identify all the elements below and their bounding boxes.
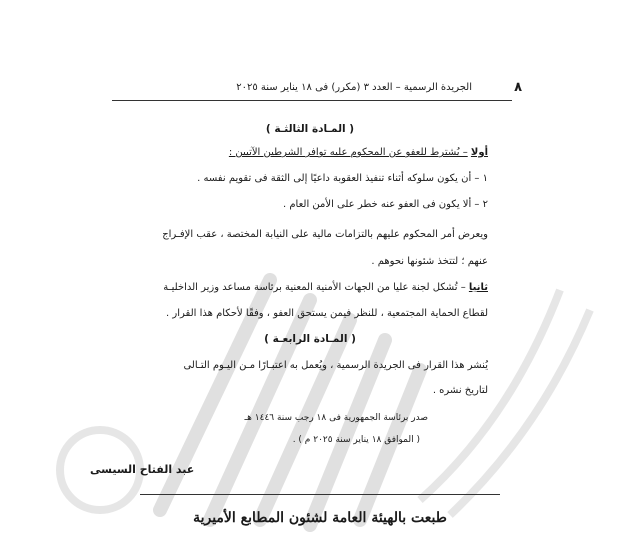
paragraph-line-2: عنهم ؛ لتتخذ شئونها نحوهم . xyxy=(371,256,488,267)
watermark-graphic xyxy=(40,170,600,537)
article3-first-line xyxy=(229,147,488,158)
paragraph-line-1: ويعرض أمر المحكوم عليهم بالتزامات مالية على النيابة المختصة ، عقب الإفـراج xyxy=(162,229,488,240)
signature: عبد الفتاح السيسى xyxy=(90,463,195,476)
issued-line-1: صدر برئاسة الجمهورية فى ١٨ رجب سنة ١٤٤٦ هـ xyxy=(244,413,428,423)
article4-line-1: يُنشر هذا القرار فى الجريدة الرسمية ، ويُعمل به اعتبـارًا مـن اليـوم التـالى xyxy=(183,360,488,371)
second-label: ثانيا xyxy=(468,282,488,293)
printer-footer: طبعت بالهيئة العامة لشئون المطابع الأميرية xyxy=(193,510,447,526)
article4-heading: ( المـادة الرابعـة ) xyxy=(264,333,356,345)
condition-2: ٢ – ألا يكون فى العفو عنه خطر على الأمن العام . xyxy=(282,199,488,210)
page-number: ٨ xyxy=(514,80,522,95)
second-text: – تُشكل لجنة عليا من الجهات الأمنية المعنية برئاسة مساعد وزير الداخليـة xyxy=(163,282,466,293)
first-label: أولا xyxy=(470,147,488,158)
page-header xyxy=(112,78,522,101)
footer-divider xyxy=(140,494,500,495)
article3-second-line xyxy=(163,282,488,293)
issued-line-2: ( الموافق ١٨ يناير سنة ٢٠٢٥ م ) . xyxy=(292,435,420,445)
condition-1: ١ – أن يكون سلوكه أثناء تنفيذ العقوبة داعيًا إلى الثقة فى تقويم نفسه . xyxy=(197,173,488,184)
article3-heading: ( المـادة الثالثـة ) xyxy=(265,123,355,135)
first-text: – يُشترط للعفو عن المحكوم عليه توافر الشرطين الآتيين : xyxy=(228,147,468,158)
article4-line-2: لتاريخ نشره . xyxy=(432,385,488,396)
header-title: الجريدة الرسمية – العدد ٣ (مكرر) فى ١٨ يناير سنة ٢٠٢٥ xyxy=(236,82,472,93)
second-line-2: لقطاع الحماية المجتمعية ، للنظر فيمن يستحق العفو ، وفقًا لأحكام هذا القرار . xyxy=(166,308,488,319)
